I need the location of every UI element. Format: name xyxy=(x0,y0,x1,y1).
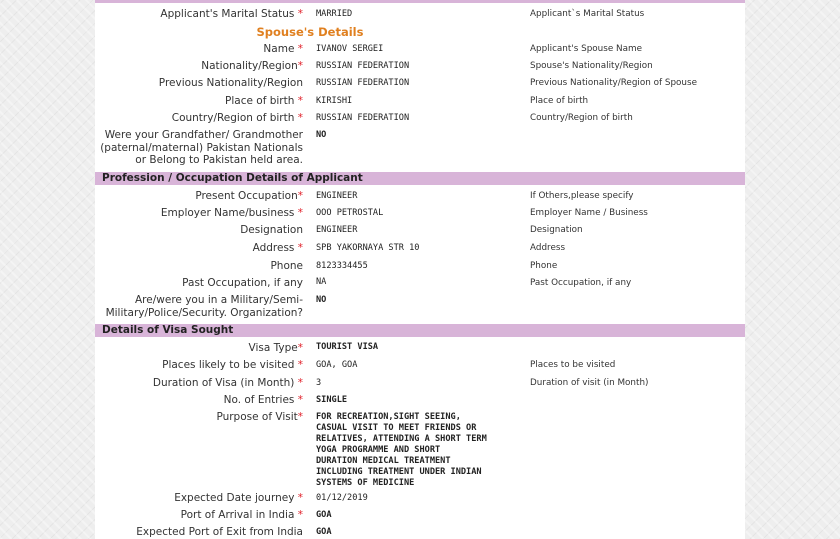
address-hint: Address xyxy=(530,243,566,253)
phone-hint: Phone xyxy=(530,261,558,271)
address-label: Address * xyxy=(252,242,303,254)
top-section-divider xyxy=(95,0,745,3)
profession-section-title: Profession / Occupation Details of Applicant xyxy=(102,172,363,184)
places-value: GOA, GOA xyxy=(316,360,358,370)
duration-label: Duration of Visa (in Month) * xyxy=(152,377,303,389)
port-exit-label: Expected Port of Exit from India xyxy=(136,526,303,538)
past-occupation-value: NA xyxy=(316,277,327,287)
phone-value: 8123334455 xyxy=(316,261,368,271)
spouse-prev-nationality-hint: Previous Nationality/Region of Spouse xyxy=(530,78,697,88)
employer-value: OOO PETROSTAL xyxy=(316,208,384,218)
spouse-name-label: Name * xyxy=(263,43,303,55)
spouse-birth-country-hint: Country/Region of birth xyxy=(530,113,633,123)
spouse-birth-country-value: RUSSIAN FEDERATION xyxy=(316,113,410,123)
duration-hint: Duration of visit (in Month) xyxy=(530,378,649,388)
spouse-name-hint: Applicant's Spouse Name xyxy=(530,44,642,54)
address-value: SPB YAKORNAYA STR 10 xyxy=(316,243,420,253)
spouse-birth-place-label: Place of birth * xyxy=(225,95,303,107)
spouse-birth-country-label: Country/Region of birth * xyxy=(171,112,303,124)
port-arrival-value: GOA xyxy=(316,510,332,520)
purpose-label: Purpose of Visit* xyxy=(216,411,303,423)
present-occupation-label: Present Occupation* xyxy=(195,190,303,202)
designation-label: Designation xyxy=(240,224,303,236)
past-occupation-hint: Past Occupation, if any xyxy=(530,278,632,288)
visa-section-header xyxy=(95,324,745,337)
port-arrival-label: Port of Arrival in India * xyxy=(180,509,303,521)
designation-hint: Designation xyxy=(530,225,583,235)
places-label: Places likely to be visited * xyxy=(162,359,303,371)
employer-label: Employer Name/business * xyxy=(160,207,303,219)
spouse-nationality-hint: Spouse's Nationality/Region xyxy=(530,61,653,71)
spouse-nationality-value: RUSSIAN FEDERATION xyxy=(316,61,410,71)
spouse-prev-nationality-value: RUSSIAN FEDERATION xyxy=(316,78,410,88)
present-occupation-hint: If Others,please specify xyxy=(530,191,634,201)
designation-value: ENGINEER xyxy=(316,225,358,235)
spouse-birth-place-hint: Place of birth xyxy=(530,96,589,106)
spouse-pakistan-value: NO xyxy=(316,130,327,140)
spouse-details-heading: Spouse's Details xyxy=(256,25,364,39)
entries-value: SINGLE xyxy=(316,395,348,405)
spouse-nationality-label: Nationality/Region* xyxy=(201,60,303,72)
visa-application-form xyxy=(95,0,745,539)
visa-section-title: Details of Visa Sought xyxy=(102,324,234,336)
marital-status-label: Applicant's Marital Status * xyxy=(160,8,303,20)
marital-status-value: MARRIED xyxy=(316,9,353,19)
visa-type-label: Visa Type* xyxy=(248,342,303,354)
visa-type-value: TOURIST VISA xyxy=(316,342,379,352)
duration-value: 3 xyxy=(316,378,322,388)
spouse-prev-nationality-label: Previous Nationality/Region xyxy=(158,77,303,89)
spouse-name-value: IVANOV SERGEI xyxy=(316,44,384,54)
profession-section-header xyxy=(95,172,745,185)
employer-hint: Employer Name / Business xyxy=(530,208,648,218)
places-hint: Places to be visited xyxy=(530,360,616,370)
past-occupation-label: Past Occupation, if any xyxy=(182,277,303,289)
present-occupation-value: ENGINEER xyxy=(316,191,358,201)
phone-label: Phone xyxy=(270,260,303,272)
port-exit-value: GOA xyxy=(316,527,332,537)
marital-status-hint: Applicant`s Marital Status xyxy=(530,9,645,19)
entries-label: No. of Entries * xyxy=(223,394,303,406)
date-journey-label: Expected Date journey * xyxy=(174,492,303,504)
purpose-value: FOR RECREATION,SIGHT SEEING, CASUAL VISIT TO MEET FRIENDS OR RELATIVES, ATTENDING A SHORT TERM YOGA PROGRAMME AND SHORT DURATION MEDICAL TREATMENT INCLUDING TREATMENT UNDER INDIAN SYSTEMS OF MEDICINE xyxy=(316,412,487,488)
military-label: Are/were you in a Military/Semi- Military/Police/Security. Organization? xyxy=(105,294,303,319)
spouse-pakistan-label: Were your Grandfather/ Grandmother (paternal/maternal) Pakistan Nationals or Belong to Pakistan held area. xyxy=(100,129,303,166)
military-value: NO xyxy=(316,295,327,305)
date-journey-value: 01/12/2019 xyxy=(316,493,368,503)
spouse-birth-place-value: KIRISHI xyxy=(316,96,353,106)
